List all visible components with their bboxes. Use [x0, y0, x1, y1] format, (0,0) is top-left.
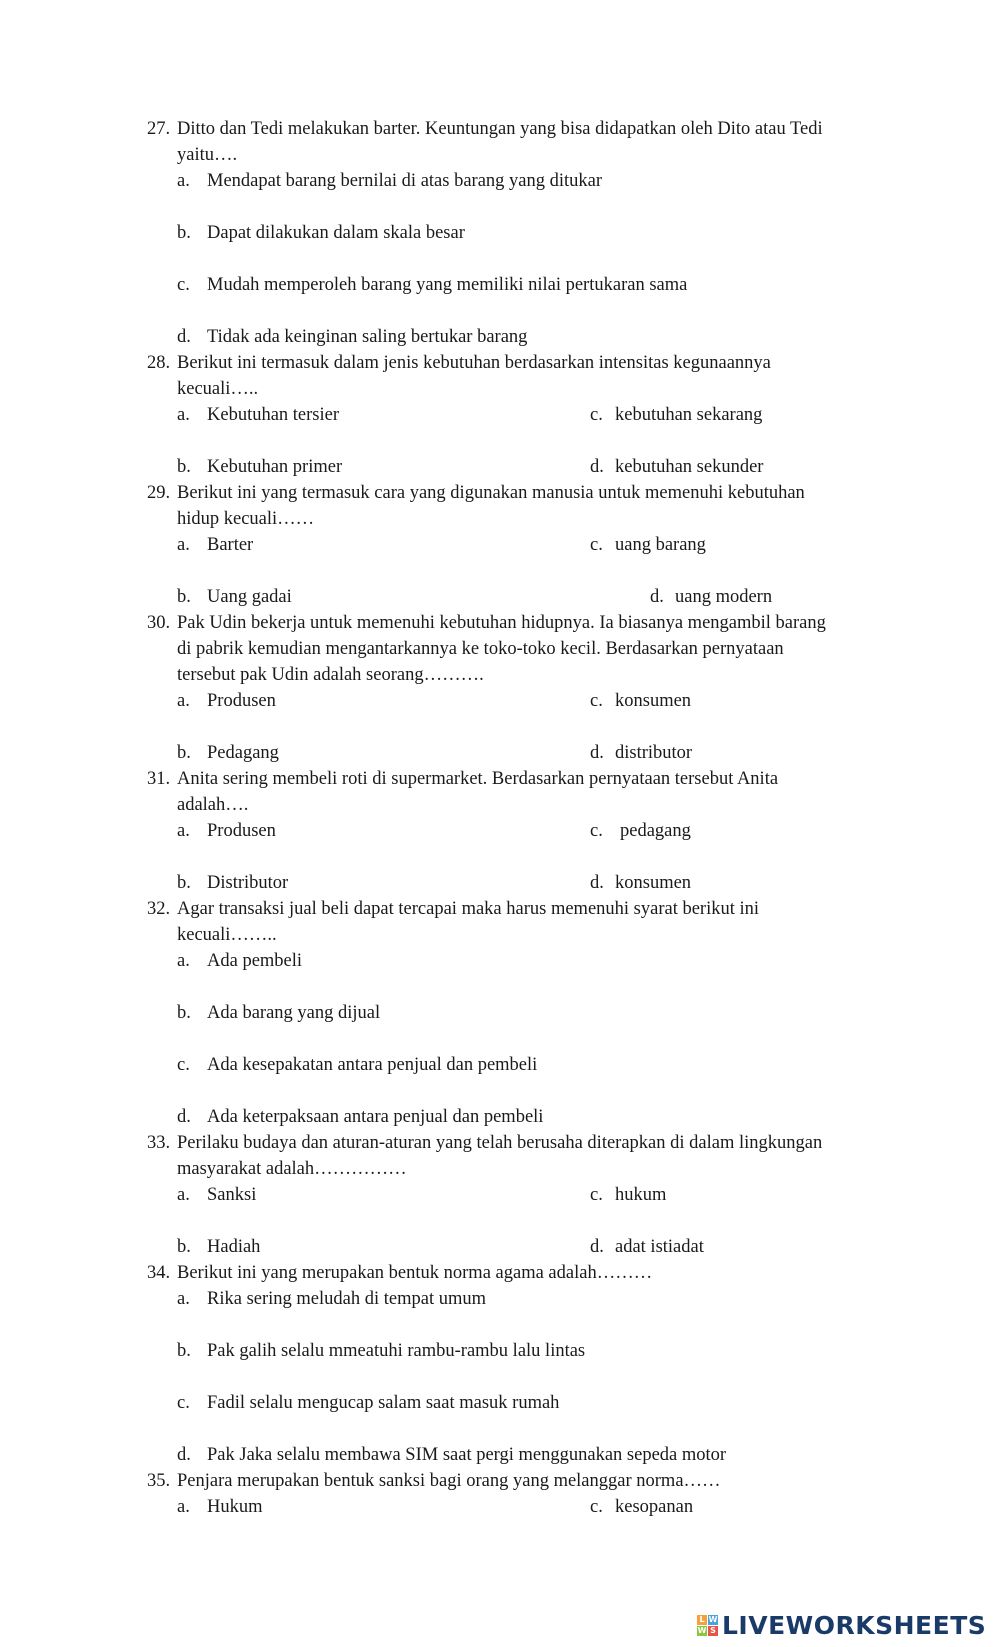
logo-mark-tile: W: [708, 1614, 718, 1624]
question-number: 31.: [147, 769, 171, 789]
option-letter: a.: [177, 691, 190, 711]
option-text[interactable]: Mendapat barang bernilai di atas barang yang ditukar: [207, 171, 603, 191]
option-text[interactable]: Produsen: [207, 691, 276, 711]
option-letter: b.: [177, 1003, 191, 1023]
logo-mark-icon: [697, 1615, 718, 1636]
question-text: Perilaku budaya dan aturan-aturan yang telah berusaha diterapkan di dalam lingkungan: [177, 1133, 823, 1153]
option-text[interactable]: Kebutuhan primer: [207, 457, 343, 477]
option-letter: c.: [590, 1497, 603, 1517]
option-text[interactable]: hukum: [615, 1185, 667, 1205]
option-text[interactable]: uang modern: [675, 587, 773, 607]
option-letter: b.: [177, 1341, 191, 1361]
question-number: 29.: [147, 483, 171, 503]
option-text[interactable]: Kebutuhan tersier: [207, 405, 340, 425]
option-text[interactable]: Produsen: [207, 821, 276, 841]
question-number: 27.: [147, 119, 171, 139]
question-text: Berikut ini yang merupakan bentuk norma agama adalah………: [177, 1263, 653, 1283]
option-text[interactable]: Pak Jaka selalu membawa SIM saat pergi menggunakan sepeda motor: [207, 1445, 727, 1465]
liveworksheets-logo[interactable]: [697, 1608, 986, 1642]
question-text: yaitu….: [177, 145, 238, 165]
option-letter: c.: [177, 275, 190, 295]
option-text[interactable]: Sanksi: [207, 1185, 257, 1205]
option-letter: a.: [177, 1497, 190, 1517]
question-text: Anita sering membeli roti di supermarket. Berdasarkan pernyataan tersebut Anita: [177, 769, 779, 789]
option-text[interactable]: Ada pembeli: [207, 951, 303, 971]
option-text[interactable]: Pedagang: [207, 743, 279, 763]
option-text[interactable]: Ada kesepakatan antara penjual dan pembeli: [207, 1055, 538, 1075]
option-text[interactable]: Mudah memperoleh barang yang memiliki nilai pertukaran sama: [207, 275, 688, 295]
option-letter: d.: [590, 457, 604, 477]
question-text: di pabrik kemudian mengantarkannya ke toko-toko kecil. Berdasarkan pernyataan: [177, 639, 784, 659]
option-letter: a.: [177, 821, 190, 841]
option-text[interactable]: Hadiah: [207, 1237, 261, 1257]
option-text[interactable]: Rika sering meludah di tempat umum: [207, 1289, 486, 1309]
option-letter: d.: [590, 1237, 604, 1257]
question-number: 34.: [147, 1263, 171, 1283]
option-letter: b.: [177, 743, 191, 763]
question-text: kecuali…..: [177, 379, 259, 399]
option-letter: a.: [177, 171, 190, 191]
question-number: 33.: [147, 1133, 171, 1153]
question-text: Agar transaksi jual beli dapat tercapai maka harus memenuhi syarat berikut ini: [177, 899, 760, 919]
question-text: tersebut pak Udin adalah seorang……….: [177, 665, 484, 685]
logo-mark-tile: S: [708, 1626, 718, 1636]
option-text[interactable]: Fadil selalu mengucap salam saat masuk rumah: [207, 1393, 560, 1413]
option-text[interactable]: Ada keterpaksaan antara penjual dan pembeli: [207, 1107, 544, 1127]
option-letter: a.: [177, 1289, 190, 1309]
option-text[interactable]: Ada barang yang dijual: [207, 1003, 381, 1023]
option-text[interactable]: kesopanan: [615, 1497, 694, 1517]
option-text[interactable]: Barter: [207, 535, 254, 555]
option-letter: d.: [177, 1107, 191, 1127]
question-text: kecuali……..: [177, 925, 277, 945]
option-letter: c.: [590, 405, 603, 425]
question-text: masyarakat adalah……………: [177, 1159, 407, 1179]
option-text[interactable]: konsumen: [615, 691, 692, 711]
option-letter: b.: [177, 873, 191, 893]
logo-mark-tile: L: [697, 1615, 707, 1625]
option-letter: c.: [590, 821, 603, 841]
logo-text: LIVEWORKSHEETS: [722, 1610, 987, 1640]
option-letter: d.: [590, 743, 604, 763]
option-letter: a.: [177, 1185, 190, 1205]
option-text[interactable]: Distributor: [207, 873, 289, 893]
option-text[interactable]: uang barang: [615, 535, 706, 555]
question-number: 35.: [147, 1471, 171, 1491]
option-letter: d.: [590, 873, 604, 893]
option-letter: b.: [177, 1237, 191, 1257]
question-text: Ditto dan Tedi melakukan barter. Keuntungan yang bisa didapatkan oleh Dito atau Tedi: [177, 119, 823, 139]
option-letter: c.: [177, 1393, 190, 1413]
option-text[interactable]: Hukum: [207, 1497, 263, 1517]
question-number: 32.: [147, 899, 171, 919]
question-text: Berikut ini termasuk dalam jenis kebutuhan berdasarkan intensitas kegunaannya: [177, 353, 771, 373]
option-letter: a.: [177, 951, 190, 971]
question-number: 28.: [147, 353, 171, 373]
option-letter: a.: [177, 535, 190, 555]
option-text[interactable]: adat istiadat: [615, 1237, 704, 1257]
option-letter: d.: [177, 327, 191, 347]
option-text[interactable]: Pak galih selalu mmeatuhi rambu-rambu lalu lintas: [207, 1341, 586, 1361]
option-text[interactable]: Uang gadai: [207, 587, 292, 607]
option-letter: c.: [590, 691, 603, 711]
question-text: hidup kecuali……: [177, 509, 315, 529]
option-letter: c.: [590, 1185, 603, 1205]
option-letter: c.: [590, 535, 603, 555]
option-letter: b.: [177, 223, 191, 243]
option-letter: d.: [650, 587, 664, 607]
option-text[interactable]: Tidak ada keinginan saling bertukar barang: [207, 327, 528, 347]
option-letter: c.: [177, 1055, 190, 1075]
logo-mark-tile: W: [697, 1625, 707, 1635]
question-text: adalah….: [177, 795, 249, 815]
option-text[interactable]: Dapat dilakukan dalam skala besar: [207, 223, 465, 243]
option-text[interactable]: kebutuhan sekunder: [615, 457, 764, 477]
option-letter: b.: [177, 587, 191, 607]
question-text: Penjara merupakan bentuk sanksi bagi orang yang melanggar norma……: [177, 1471, 721, 1491]
question-text: Berikut ini yang termasuk cara yang digunakan manusia untuk memenuhi kebutuhan: [177, 483, 805, 503]
option-letter: b.: [177, 457, 191, 477]
question-number: 30.: [147, 613, 171, 633]
question-text: Pak Udin bekerja untuk memenuhi kebutuhan hidupnya. Ia biasanya mengambil barang: [177, 613, 826, 633]
option-letter: a.: [177, 405, 190, 425]
option-text[interactable]: kebutuhan sekarang: [615, 405, 763, 425]
option-text[interactable]: konsumen: [615, 873, 692, 893]
option-text[interactable]: pedagang: [620, 821, 691, 841]
option-letter: d.: [177, 1445, 191, 1465]
option-text[interactable]: distributor: [615, 743, 693, 763]
